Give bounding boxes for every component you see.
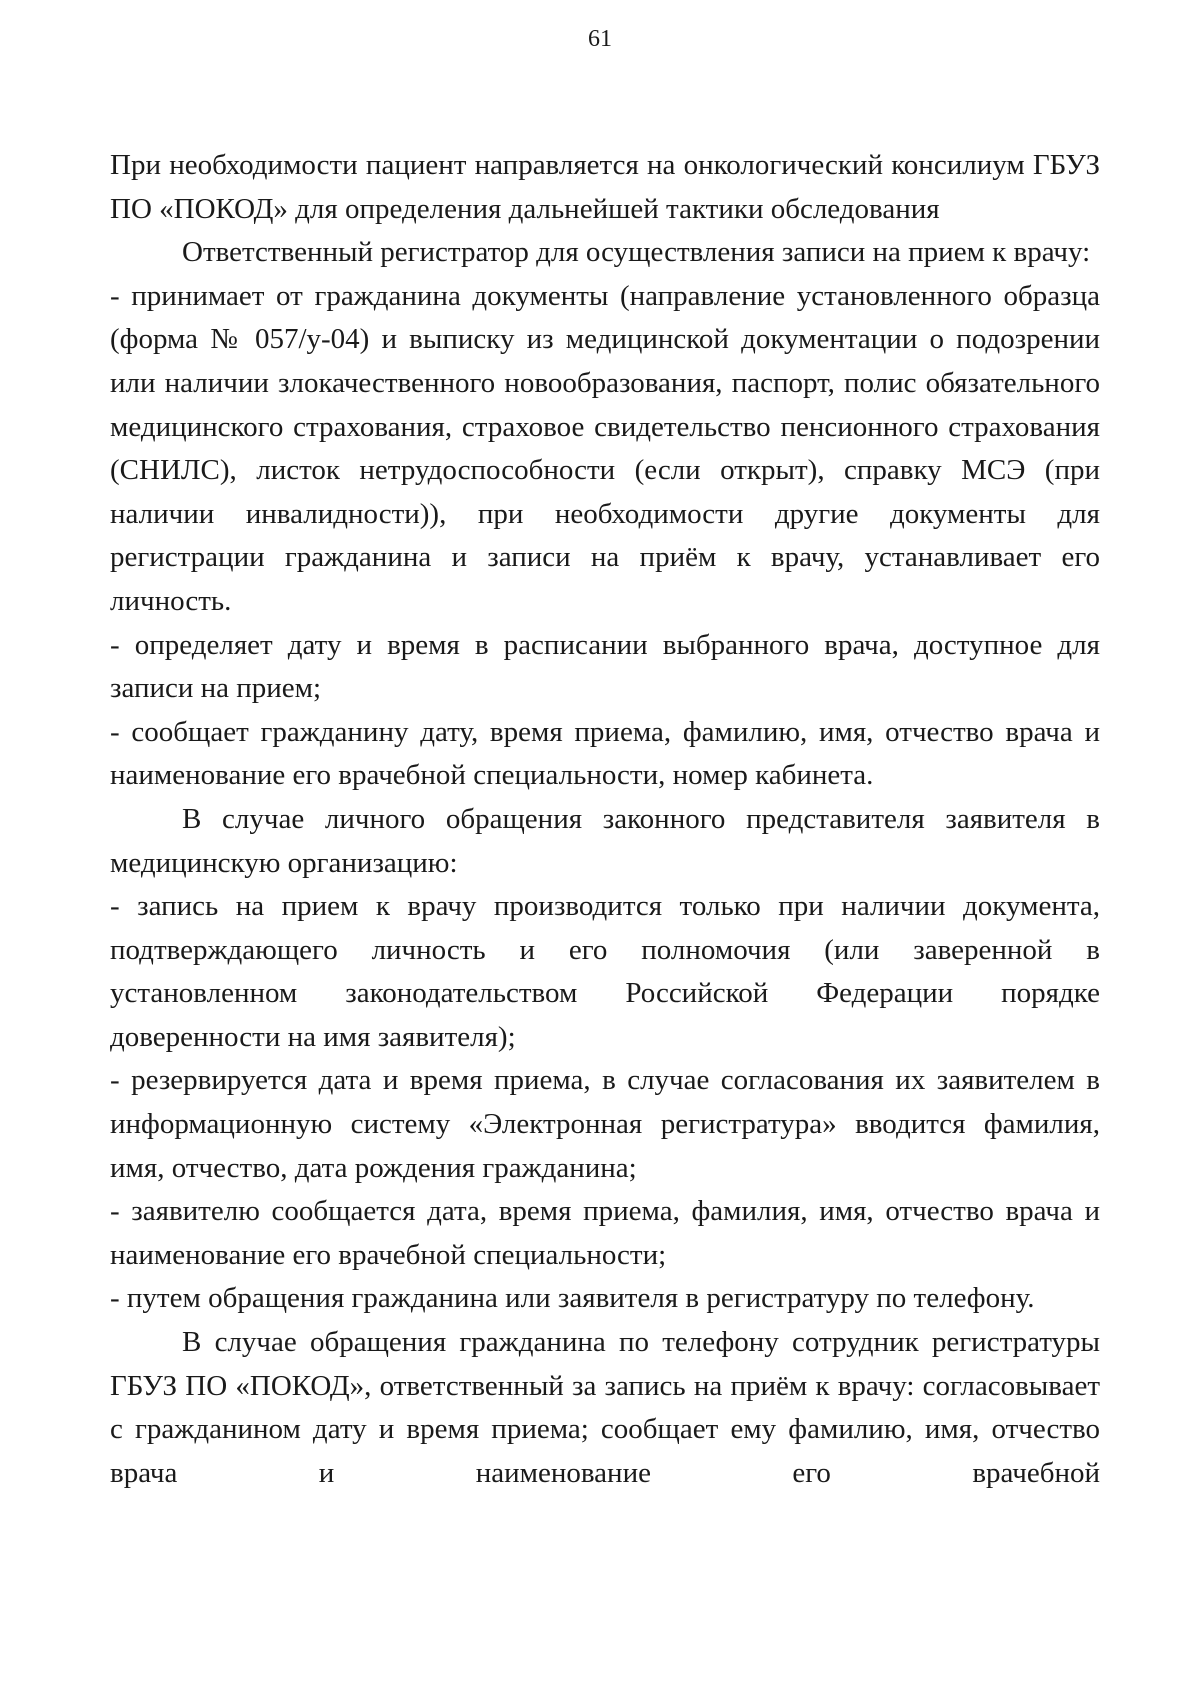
list-item-record-with-document: - запись на прием к врачу производится только при наличии документа, подтверждающего личность и его полномочия (или заверенной в установленном законодательством Российской Федерации порядке доверенности на имя заявителя); xyxy=(110,890,1100,1053)
page-number: 61 xyxy=(588,26,612,52)
document-body xyxy=(110,144,1100,1495)
list-item-informs-citizen: - сообщает гражданину дату, время приема, фамилию, имя, отчество врача и наименование его врачебной специальности, номер кабинета. xyxy=(110,715,1100,792)
list-item-determines-date: - определяет дату и время в расписании выбранного врача, доступное для записи на прием; xyxy=(110,628,1100,705)
list-item-applicant-informed: - заявителю сообщается дата, время приема, фамилия, имя, отчество врача и наименование его врачебной специальности; xyxy=(110,1195,1100,1271)
list-item-phone-appeal: - путем обращения гражданина или заявителя в регистратуру по телефону. xyxy=(110,1282,1035,1315)
paragraph-phone-case: В случае обращения гражданина по телефону сотрудник регистратуры ГБУЗ ПО «ПОКОД», ответственный за запись на приём к врачу: согласовывает с гражданином дату и время приема; сообщает ему фамилию, имя, отчество врача и наименование его врачебной xyxy=(110,1326,1100,1489)
paragraph-registrar-intro: Ответственный регистратор для осуществления записи на прием к врачу: xyxy=(182,236,1091,269)
list-item-reservation: - резервируется дата и время приема, в случае согласования их заявителем в информационную систему «Электронная регистратура» вводится фамилия, имя, отчество, дата рождения гражданина; xyxy=(110,1064,1100,1184)
list-item-accepts-documents: - принимает от гражданина документы (направление установленного образца (форма № 057/у-04) и выписку из медицинской документации о подозрении или наличии злокачественного новообразования, паспорт, полис обязательного медицинского страхования, страховое свидетельство пенсионного страхования (СНИЛС), листок нетрудоспособности (если открыт), справку МСЭ (при наличии инвалидности)), при необходимости другие документы для регистрации гражданина и записи на приём к врачу, устанавливает его личность. xyxy=(110,279,1100,617)
paragraph-consilium: При необходимости пациент направляется на онкологический консилиум ГБУЗ ПО «ПОКОД» для определения дальнейшей тактики обследования xyxy=(110,149,1100,225)
paragraph-legal-representative: В случае личного обращения законного представителя заявителя в медицинскую организацию: xyxy=(110,802,1100,879)
